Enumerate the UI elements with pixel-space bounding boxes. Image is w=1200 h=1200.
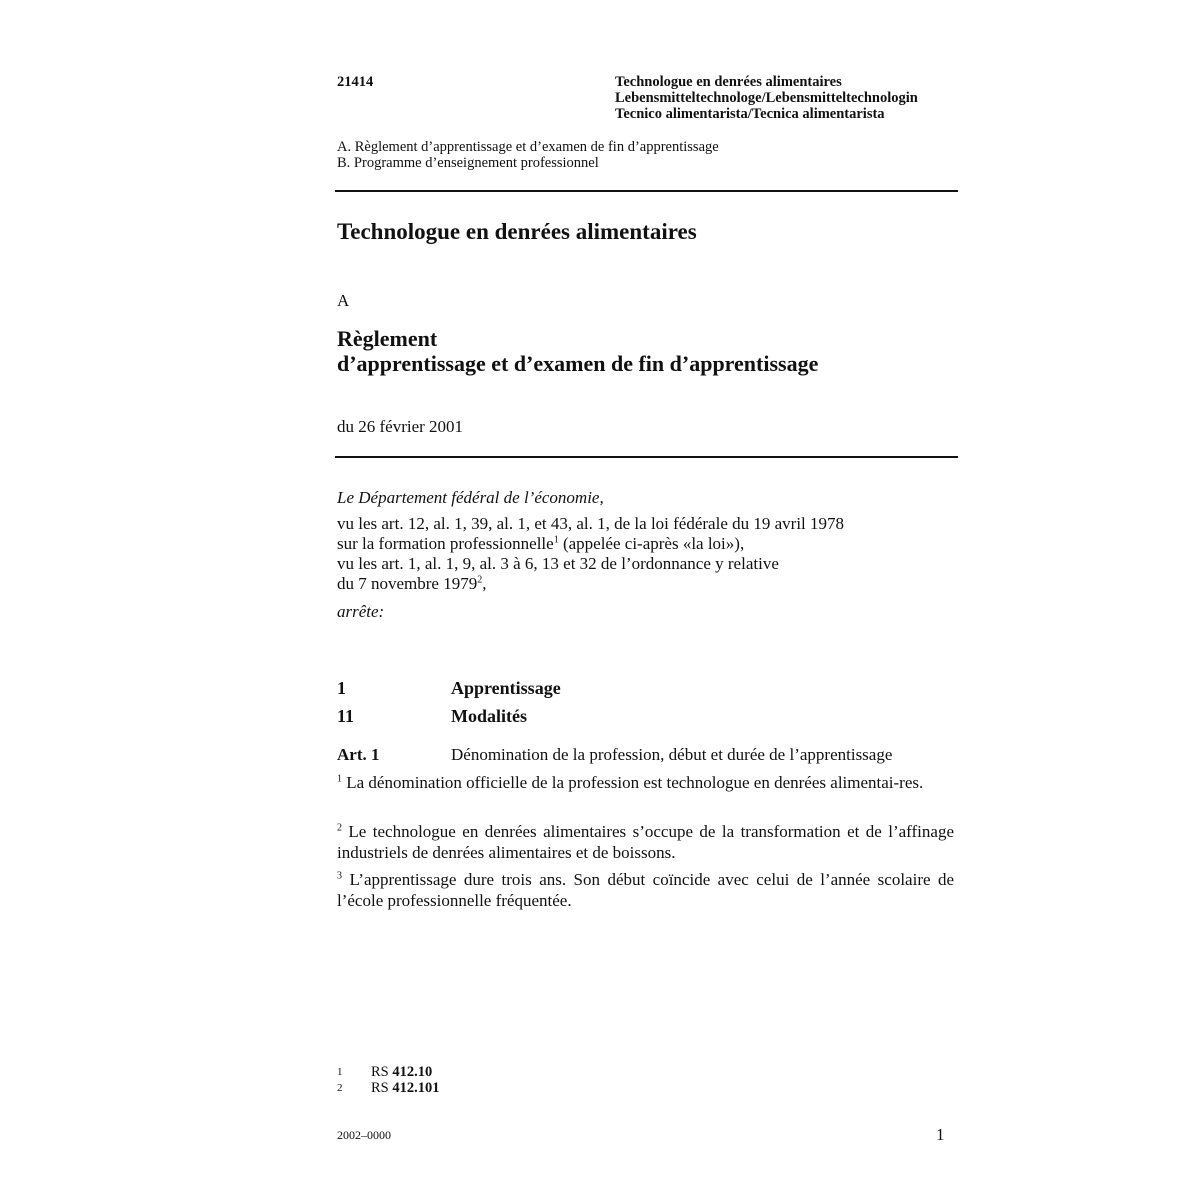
article-1-paragraph-1: [337, 772, 954, 793]
footer-code: 2002–0000: [337, 1128, 391, 1142]
toc-item-b: B. Programme d’enseignement professionnel: [337, 155, 599, 171]
footnotes: [337, 1064, 440, 1096]
footnote-1-number: 1: [337, 1066, 343, 1078]
preamble-line-4-text: du 7 novembre 1979: [337, 574, 478, 593]
page-title: Technologue en denrées alimentaires: [337, 219, 697, 244]
footnote-2-number: 2: [337, 1082, 343, 1094]
preamble-line-4-tail: ,: [482, 574, 487, 593]
footnote-1: [337, 1064, 440, 1080]
preamble-line-4: [337, 574, 844, 594]
title-de: Lebensmitteltechnologe/Lebensmitteltechnologin: [615, 90, 918, 106]
regulation-date: du 26 février 2001: [337, 417, 464, 436]
paragraph-2-number: 2: [337, 822, 342, 834]
footnote-2: [337, 1080, 440, 1096]
paragraph-3-number: 3: [337, 870, 342, 882]
article-1-paragraph-2: [337, 821, 954, 863]
title-fr: Technologue en denrées alimentaires: [615, 74, 842, 90]
regulation-title-line1: Règlement: [337, 326, 438, 351]
preamble-line-1: vu les art. 12, al. 1, 39, al. 1, et 43, al. 1, de la loi fédérale du 19 avril 1978: [337, 514, 845, 533]
section-1-number: 1: [337, 678, 346, 698]
title-it: Tecnico alimentarista/Tecnica alimentarista: [615, 106, 885, 122]
preamble-text: [337, 514, 844, 594]
preamble-line-3: vu les art. 1, al. 1, 9, al. 3 à 6, 13 et 32 de l’ordonnance y relative: [337, 554, 779, 573]
footnote-2-prefix: RS: [371, 1080, 393, 1096]
section-letter: A: [337, 291, 350, 310]
section-1-title: Apprentissage: [451, 678, 561, 698]
footnote-1-prefix: RS: [371, 1064, 393, 1080]
table-of-contents: [337, 139, 719, 171]
regulation-title: [337, 326, 818, 376]
middle-divider: [335, 456, 958, 458]
section-11-title: Modalités: [451, 706, 527, 726]
regulation-title-line2: d’apprentissage et d’examen de fin d’apprentissage: [337, 351, 819, 376]
profession-titles: [615, 74, 918, 122]
footnote-ref-2: 2: [477, 574, 483, 586]
section-11-number: 11: [337, 706, 355, 726]
footnote-1-ref: 412.10: [392, 1064, 433, 1080]
issuing-department: Le Département fédéral de l’économie,: [337, 488, 604, 507]
article-1-title: Dénomination de la profession, début et durée de l’apprentissage: [451, 745, 893, 764]
paragraph-1-number: 1: [337, 773, 342, 785]
preamble-line-2: [337, 534, 844, 554]
article-1-paragraph-3: [337, 869, 954, 911]
decree-word: arrête:: [337, 602, 385, 621]
paragraph-3-text: L’apprentissage dure trois ans. Son début coïncide avec celui de l’année scolaire de l’école professionnelle fréquentée.: [337, 870, 955, 910]
paragraph-1-text: La dénomination officielle de la profession est technologue en denrées alimentai-res.: [346, 773, 924, 792]
top-divider: [335, 190, 958, 192]
document-number: 21414: [337, 74, 374, 90]
page-number: 1: [936, 1125, 945, 1144]
preamble-line-2-text: sur la formation professionnelle: [337, 534, 554, 553]
footnote-2-ref: 412.101: [392, 1080, 440, 1096]
article-1-label: Art. 1: [337, 745, 380, 764]
footnote-ref-1: 1: [553, 534, 559, 546]
toc-item-a: A. Règlement d’apprentissage et d’examen de fin d’apprentissage: [337, 139, 719, 155]
paragraph-2-text: Le technologue en denrées alimentaires s’occupe de la transformation et de l’affinage industriels de denrées alimentaires et de boissons.: [337, 822, 954, 862]
preamble-line-2-tail: (appelée ci-après «la loi»),: [558, 534, 745, 553]
